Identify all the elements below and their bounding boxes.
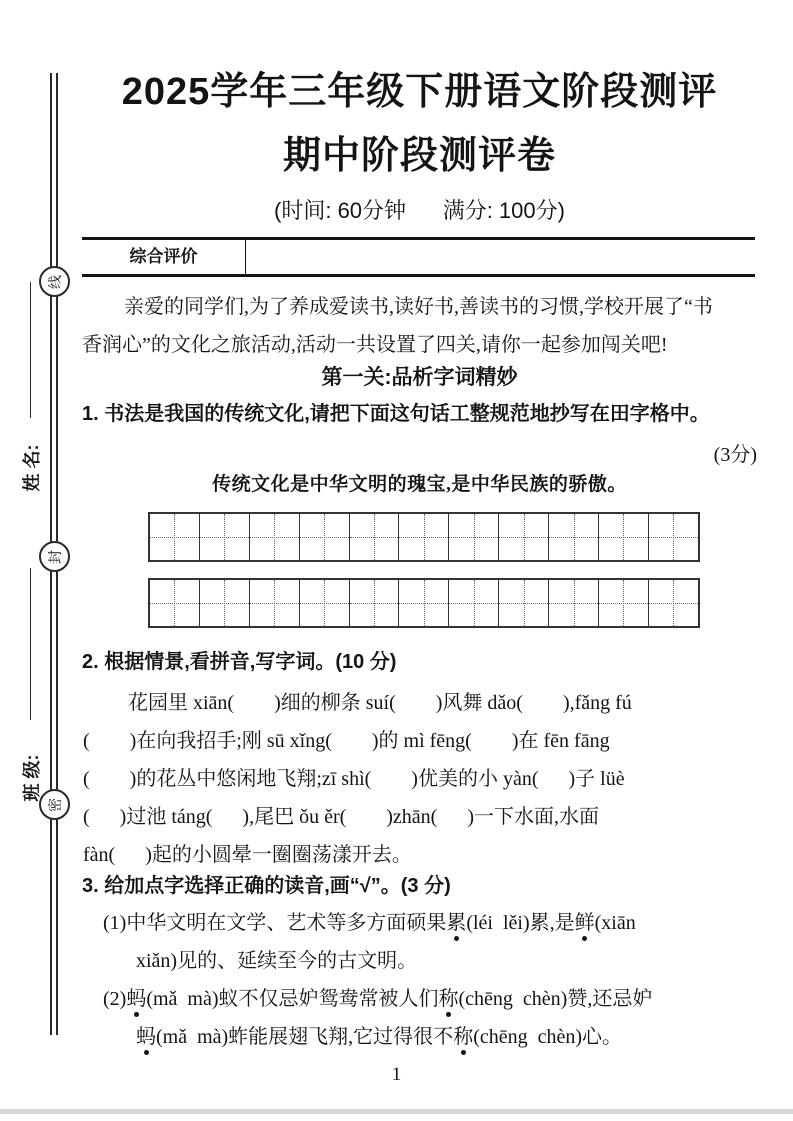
- name-fill-line: [30, 282, 31, 418]
- intro-line2: 香润心”的文化之旅活动,活动一共设置了四关,请你一起参加闯关吧!: [82, 334, 668, 356]
- q2-line-5: fàn( )起的小圆晕一圈圈荡漾开去。: [83, 844, 412, 866]
- text-segment: (2): [103, 988, 127, 1010]
- q2-line-3: ( )的花丛中悠闲地飞翔;zī shì( )优美的小 yàn( )子 lüè: [83, 768, 625, 790]
- tianzige-cell: [399, 514, 449, 560]
- q2-line-2: ( )在向我招手;刚 sū xǐng( )的 mì fēng( )在 fēn fāng: [83, 730, 610, 752]
- tianzige-cell: [200, 580, 250, 626]
- page-title-line1: 2025学年三年级下册语文阶段测评: [121, 71, 718, 113]
- tianzige-cell: [649, 514, 698, 560]
- tianzige-cell: [250, 580, 300, 626]
- dotted-character: 称: [439, 982, 459, 1011]
- dotted-character: 鲜: [575, 906, 595, 935]
- text-segment: (1)中华文明在文学、艺术等多方面硕果: [103, 912, 447, 934]
- q2-line-1: 花园里 xiān( )细的柳条 suí( )风舞 dǎo( ),fǎng fú: [128, 692, 632, 714]
- text-segment: (mǎ mà)蚱能展翅飞翔,它过得很不: [156, 1026, 454, 1048]
- seal-circle-feng: [39, 541, 70, 572]
- tianzige-cell: [549, 580, 599, 626]
- text-segment: (mǎ mà)蚁不仅忌妒鸳鸯常被人们: [146, 988, 439, 1010]
- text-segment: (léi lěi)累,是: [466, 912, 575, 934]
- tianzige-cell: [350, 514, 400, 560]
- text-segment: (chēng chèn)赞,还忌妒: [458, 988, 653, 1010]
- tianzige-row: [148, 512, 700, 562]
- class-fill-line: [30, 568, 31, 720]
- evaluation-label: 综合评价: [129, 247, 198, 266]
- q3-item1-line1: [103, 906, 636, 935]
- tianzige-cell: [649, 580, 698, 626]
- seal-circle-top-char: 线: [46, 274, 63, 289]
- tianzige-cell: [399, 580, 449, 626]
- tianzige-cell: [499, 514, 549, 560]
- text-segment: xiǎn)见的、延续至今的古文明。: [136, 950, 418, 972]
- dotted-character: 蚂: [136, 1020, 156, 1049]
- q2-line-4: ( )过池 táng( ),尾巴 ǒu ěr( )zhān( )一下水面,水面: [83, 806, 600, 828]
- text-segment: (xiān: [594, 912, 636, 934]
- section1-heading: 第一关:品析字词精妙: [321, 366, 518, 389]
- tianzige-cell: [599, 580, 649, 626]
- name-label: 姓 名:: [22, 444, 42, 492]
- seal-circle-xian: [39, 266, 70, 297]
- dotted-character: 称: [453, 1020, 473, 1049]
- tianzige-cell: [549, 514, 599, 560]
- page-bottom-edge: [0, 1109, 793, 1114]
- tianzige-row: [148, 578, 700, 628]
- exam-meta: (时间: 60分钟 满分: 100分): [274, 198, 565, 223]
- q3-prompt: 3. 给加点字选择正确的读音,画“√”。(3 分): [82, 875, 451, 897]
- tianzige-cell: [449, 580, 499, 626]
- page-number: 1: [391, 1064, 402, 1085]
- tianzige-cell: [250, 514, 300, 560]
- seal-circle-middle-char: 封: [46, 549, 63, 564]
- q1-score: (3分): [713, 444, 757, 466]
- seal-circle-bottom-char: 密: [46, 797, 63, 812]
- tianzige-cell: [300, 514, 350, 560]
- page-title-line2: 期中阶段测评卷: [282, 135, 556, 177]
- tianzige-cell: [150, 580, 200, 626]
- class-label: 班 级:: [22, 754, 42, 802]
- tianzige-cell: [350, 580, 400, 626]
- tianzige-cell: [499, 580, 549, 626]
- q1-prompt: 1. 书法是我国的传统文化,请把下面这句话工整规范地抄写在田字格中。: [82, 403, 710, 425]
- tianzige-cell: [599, 514, 649, 560]
- q2-prompt: 2. 根据情景,看拼音,写字词。(10 分): [82, 651, 397, 673]
- q3-item2-line1: [103, 982, 652, 1011]
- dotted-character: 蚂: [126, 982, 146, 1011]
- evaluation-box: [82, 237, 755, 277]
- text-segment: (chēng chèn)心。: [473, 1026, 623, 1048]
- dotted-character: 累: [446, 906, 466, 935]
- tianzige-cell: [150, 514, 200, 560]
- q1-writing-grid: [148, 512, 700, 628]
- evaluation-divider: [245, 240, 246, 274]
- tianzige-cell: [200, 514, 250, 560]
- q3-item2-line2: [136, 1020, 622, 1049]
- intro-line1: 亲爱的同学们,为了养成爱读书,读好书,善读书的习惯,学校开展了“书: [124, 296, 713, 318]
- q1-copy-sentence: 传统文化是中华文明的瑰宝,是中华民族的骄傲。: [212, 474, 627, 495]
- tianzige-cell: [449, 514, 499, 560]
- tianzige-cell: [300, 580, 350, 626]
- q3-item1-line2: [136, 944, 417, 973]
